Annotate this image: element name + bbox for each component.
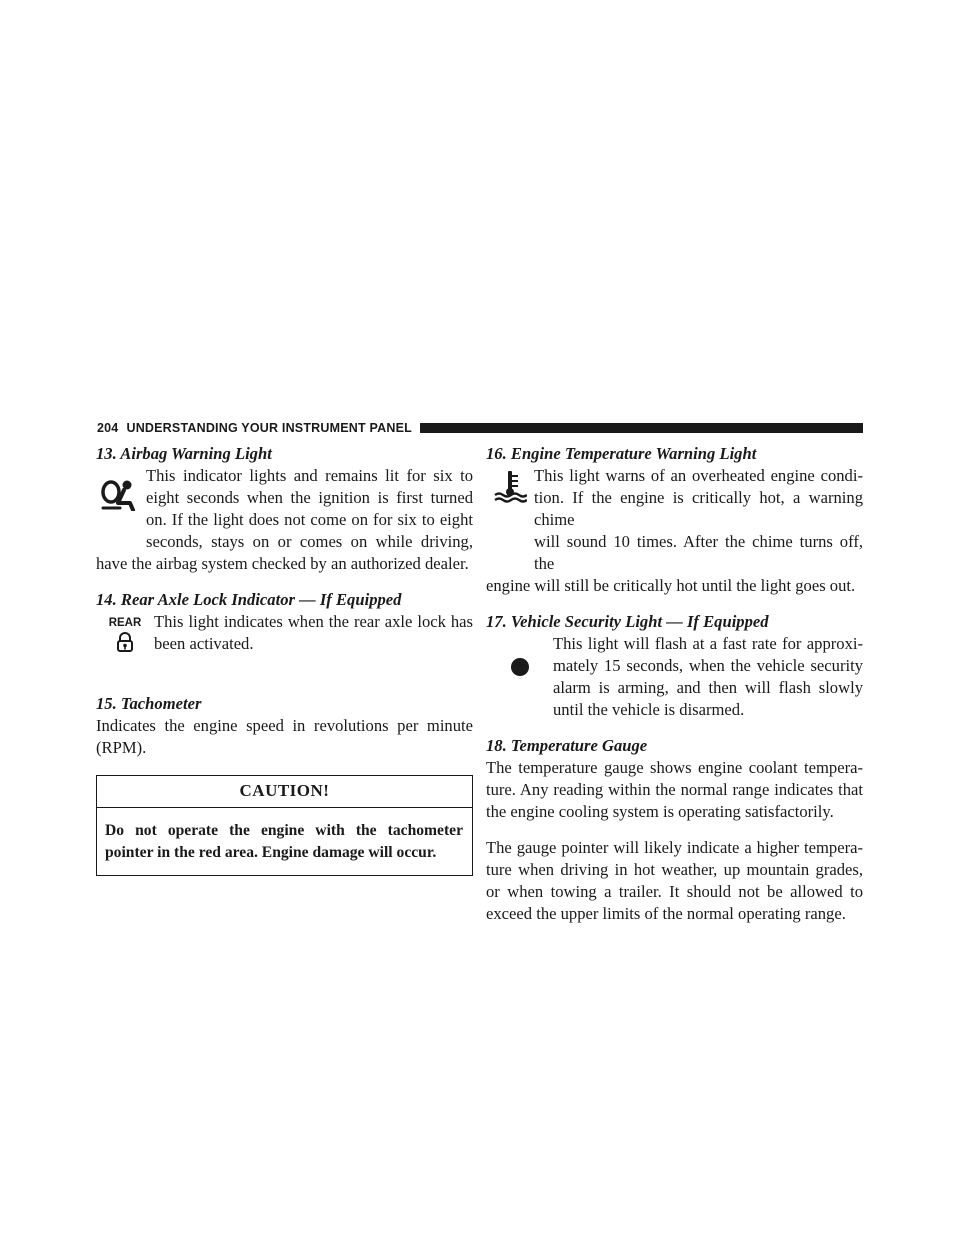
rear-axle-lock-icon [96,611,154,655]
security-line: alarm is arming, and then will flash slowly [553,678,863,697]
engine-temp-line: tion. If the engine is critically hot, a warning chime [534,488,863,529]
airbag-line: on. If the light does not come on for six to eight [146,510,473,529]
section-title-airbag: 13. Airbag Warning Light [96,444,272,463]
section-rear-axle-lock [96,589,473,655]
section-title-rear-axle: 14. Rear Axle Lock Indicator — If Equipped [96,590,402,609]
airbag-icon [96,465,146,553]
header-rule [420,423,863,433]
section-title-security: 17. Vehicle Security Light — If Equipped [486,612,769,631]
security-line: This light will flash at a fast rate for approxi- [553,634,863,653]
tachometer-body: Indicates the engine speed in revolutions per minute (RPM). [96,716,473,757]
temp-gauge-paragraph: The temperature gauge shows engine coolant tempera-ture. Any reading within the normal range indicates that the engine cooling system is operating satisfactorily. [486,758,863,821]
rear-axle-icon-label: REAR [108,616,142,629]
caution-body: Do not operate the engine with the tachometer pointer in the red area. Engine damage will occur. [105,822,463,861]
airbag-row [96,465,473,553]
section-engine-temperature-warning [486,443,863,597]
rear-axle-line: been activated. [154,634,254,653]
section-title: UNDERSTANDING YOUR INSTRUMENT PANEL [126,421,412,435]
engine-temp-line: This light warns of an overheated engine condi- [534,466,863,485]
section-title-engine-temp: 16. Engine Temperature Warning Light [486,444,757,463]
page-number: 204 [97,421,119,435]
engine-temp-overflow-line: engine will still be critically hot until the light goes out. [486,576,856,595]
security-line: mately 15 seconds, when the vehicle security [553,656,863,675]
airbag-line: eight seconds when the ignition is first turned [146,488,473,507]
engine-temp-row [486,465,863,575]
security-row [486,633,863,721]
security-line: until the vehicle is disarmed. [553,700,745,719]
airbag-overflow-line: have the airbag system checked by an authorized dealer. [96,554,469,573]
section-airbag-warning-light [96,443,473,575]
section-vehicle-security-light [486,611,863,721]
section-tachometer [96,693,473,759]
security-light-icon [486,633,553,721]
section-temperature-gauge [486,735,863,925]
caution-heading: CAUTION! [97,776,472,808]
engine-temp-line: will sound 10 times. After the chime turns off, the [534,532,863,573]
rear-axle-row [96,611,473,655]
right-column [486,443,863,939]
caution-box [96,775,473,876]
airbag-line: seconds, stays on or comes on while driving, [146,532,473,551]
section-title-temp-gauge: 18. Temperature Gauge [486,736,648,755]
section-title-tachometer: 15. Tachometer [96,694,202,713]
temp-gauge-paragraph: The gauge pointer will likely indicate a higher tempera-ture when driving in hot weather, up mountain grades, or when towing a trailer. It should not be allowed to exceed the upper limits of the normal operating range. [486,838,863,923]
rear-axle-line: This light indicates when the rear axle lock has [154,612,473,631]
left-column [96,443,473,876]
page-header [97,420,863,436]
airbag-line: This indicator lights and remains lit for six to [146,466,473,485]
coolant-temperature-icon [486,465,534,575]
